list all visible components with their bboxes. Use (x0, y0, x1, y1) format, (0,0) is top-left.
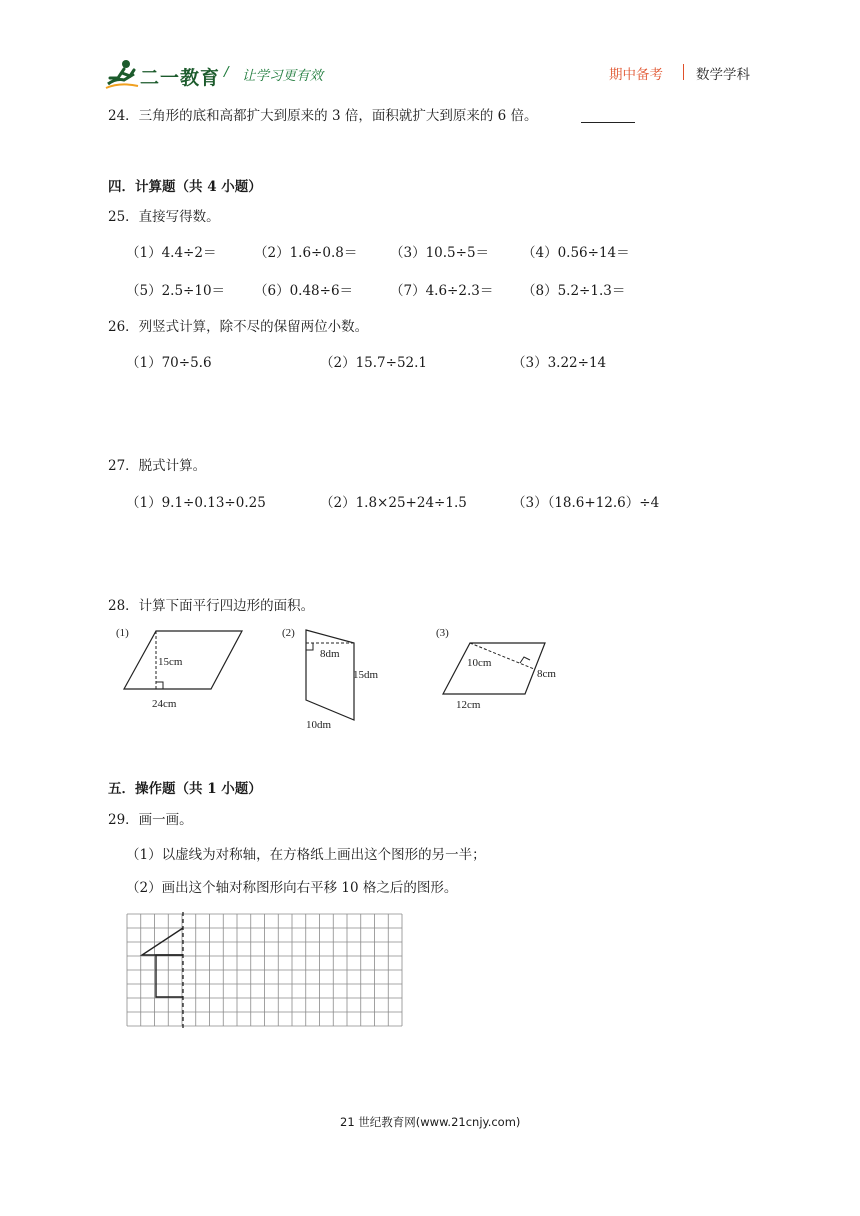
fig2-label: (2) (282, 627, 295, 639)
fig3-height-label: 10cm (467, 657, 492, 669)
fig1-base-label: 24cm (152, 698, 177, 710)
fig1-height-label: 15cm (158, 656, 183, 668)
q26-item-3: （3）3.22÷14 (512, 355, 607, 371)
fig2-base-label: 10dm (306, 719, 332, 731)
header-divider (683, 64, 684, 80)
exam-tag: 期中备考 (609, 67, 663, 83)
answer-blank[interactable] (581, 122, 635, 123)
parallelogram-figures (110, 622, 580, 734)
question-28: 28．计算下面平行四边形的面积。 (108, 598, 315, 614)
q27-item-1: （1）9.1÷0.13÷0.25 (126, 495, 266, 511)
subject-tag: 数学学科 (696, 67, 750, 83)
fig3-right-angle (520, 657, 530, 663)
question-24: 24．三角形的底和高都扩大到原来的 3 倍，面积就扩大到原来的 6 倍。 (108, 108, 538, 124)
fig1-label: (1) (116, 627, 129, 639)
footer-text: 21 世纪教育网(www.21cnjy.com) (340, 1115, 521, 1129)
q25-item-1: （1）4.4÷2＝ (126, 245, 217, 261)
question-25: 25．直接写得数。 (108, 209, 220, 225)
fig2-right-angle (306, 643, 313, 650)
q25-item-3: （3）10.5÷5＝ (390, 245, 490, 261)
fig2-side-label: 15dm (353, 669, 379, 681)
q29-sub-2: （2）画出这个轴对称图形向右平移 10 格之后的图形。 (126, 880, 458, 896)
q25-item-7: （7）4.6÷2.3＝ (390, 283, 494, 299)
question-27: 27．脱式计算。 (108, 458, 207, 474)
fig3-base-label: 12cm (456, 699, 481, 711)
q25-item-6: （6）0.48÷6＝ (254, 283, 354, 299)
runner-logo-icon (104, 56, 140, 90)
grid-lines (127, 914, 402, 1026)
q25-item-5: （5）2.5÷10＝ (126, 283, 226, 299)
fig1-parallelogram (124, 631, 242, 689)
question-26: 26．列竖式计算，除不尽的保留两位小数。 (108, 319, 369, 335)
fig2-height-label: 8dm (320, 648, 340, 660)
q27-item-3: （3）（18.6+12.6）÷4 (512, 495, 660, 511)
slogan: 让学习更有效 (242, 68, 323, 84)
fig3-parallelogram (443, 643, 545, 694)
question-29: 29．画一画。 (108, 812, 193, 828)
logo-text: 二一教育 (140, 67, 221, 89)
fig3-label: (3) (436, 627, 449, 639)
q26-item-1: （1）70÷5.6 (126, 355, 212, 371)
half-figure-body (156, 955, 183, 997)
fig1-right-angle (156, 682, 163, 689)
q25-item-4: （4）0.56÷14＝ (522, 245, 630, 261)
q29-sub-1: （1）以虚线为对称轴，在方格纸上画出这个图形的另一半； (126, 847, 486, 863)
section-4-title: 四．计算题（共 4 小题） (108, 179, 262, 195)
fig3-side-label: 8cm (537, 668, 556, 680)
q27-item-2: （2）1.8×25+24÷1.5 (320, 495, 467, 511)
q26-item-2: （2）15.7÷52.1 (320, 355, 428, 371)
grid-paper (125, 912, 407, 1030)
q25-item-2: （2）1.6÷0.8＝ (254, 245, 358, 261)
q25-item-8: （8）5.2÷1.3＝ (522, 283, 626, 299)
slogan-separator: / (224, 64, 229, 80)
half-figure-roof (142, 928, 183, 955)
section-5-title: 五．操作题（共 1 小题） (108, 781, 262, 797)
